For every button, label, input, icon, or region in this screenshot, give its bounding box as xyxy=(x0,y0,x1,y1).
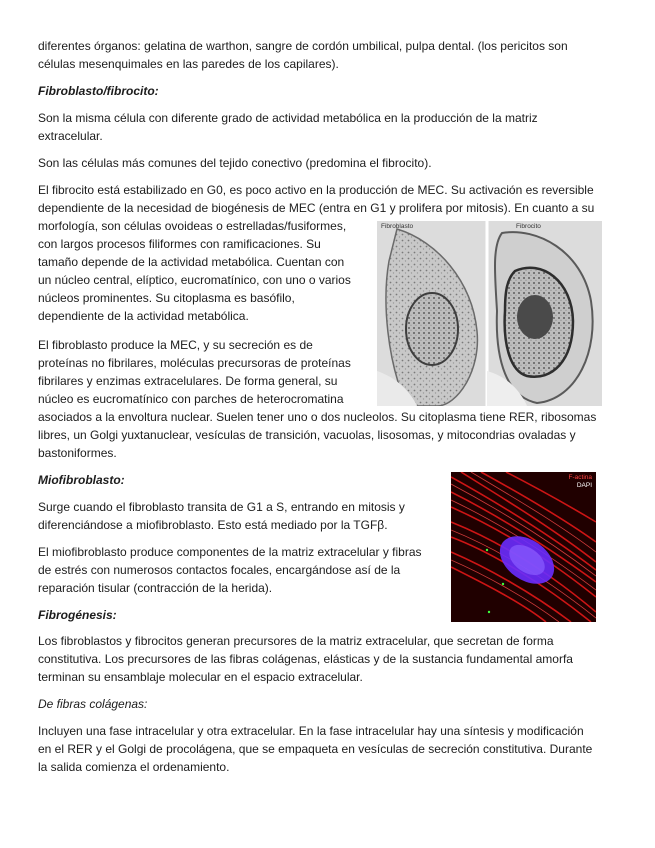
fluorescence-image xyxy=(451,472,596,622)
paragraph-fibrocito: El fibrocito está estabilizado en G0, es poco activo en la producción de MEC. Su activación es reversible dependiente de la necesidad de biogénesis de MEC (entra en G1 y prolifera por mitosis). En cuanto a su morfología, son células ovoideas o estrelladas/fusiformes, con largos procesos filiformes con ramificaciones. Su tamaño depende de la actividad metabólica. Cuentan con un núcleo central, elíptico, eucromatínico, con uno o varios núcleos prominentes. Su citoplasma es basófilo, dependiente de la actividad metabólica. xyxy=(38,183,595,323)
heading-fibrogenesis: Fibrogénesis: xyxy=(38,608,117,622)
paragraph-fibras-colagenas: Incluyen una fase intracelular y otra extracelular. En la fase intracelular hay una síntesis y modificación en el RER y el Golgi de procolágena, que se empaqueta en vesículas de secreción constitutiva. Durante la salida comienza el ordenamiento. xyxy=(38,724,593,774)
paragraph-intro-continued: diferentes órganos: gelatina de warthon, sangre de cordón umbilical, pulpa dental. (los pericitos son células mesenquimales en las paredes de los capilares). xyxy=(38,39,568,71)
myofibroblast-fluorescence-image xyxy=(451,472,596,622)
paragraph-fibroblasto-produce: El fibroblasto produce la MEC, y su secreción es de proteínas no fibrilares, moléculas precursoras de proteínas fibrilares y enzimas extracelulares. De forma general, su núcleo es eucromatínico con parches de heterocromatina asociados a la envoltura nuclear. Suelen tener uno o dos nucleolos. Su citoplasma tiene RER, ribosomas libres, un Golgi yuxtanuclear, vesículas de transición, vacuolas, lisosomas, y mitocondrias ovaladas y bastoniformes. xyxy=(38,338,597,460)
paragraph-most-common: Son las células más comunes del tejido conectivo (predomina el fibrocito). xyxy=(38,156,432,170)
fibroblast-fibrocyte-micrograph xyxy=(377,221,602,406)
subheading-fibras-colagenas: De fibras colágenas: xyxy=(38,697,148,711)
micrograph-image xyxy=(377,221,602,406)
heading-miofibroblasto: Miofibroblasto: xyxy=(38,473,125,487)
fluorescence-label-factina: F-actina xyxy=(568,474,592,481)
paragraph-fibrogenesis: Los fibroblastos y fibrocitos generan precursores de la matriz extracelular, que secretan de forma constitutiva. Los precursores de las fibras colágenas, elásticas y de la sustancia fundamental amorfa terminan su ensamblaje molecular en el espacio extracelular. xyxy=(38,634,573,684)
paragraph-miofibroblasto-produce: El miofibroblasto produce componentes de la matriz extracelular y fibras de estrés con numerosos contactos focales, encargándose así de la reparación tisular (contracción de la herida). xyxy=(38,545,422,595)
paragraph-surge: Surge cuando el fibroblasto transita de G1 a S, entrando en mitosis y diferenciándose a miofibroblasto. Esto está mediado por la TGFβ. xyxy=(38,500,405,532)
heading-fibroblasto: Fibroblasto/fibrocito: xyxy=(38,84,159,98)
micrograph-label-fibrocito: Fibrocito xyxy=(516,223,541,230)
micrograph-label-fibroblasto: Fibroblasto xyxy=(381,223,414,230)
fluorescence-label-dapi: DAPI xyxy=(576,482,592,489)
paragraph-same-cell: Son la misma célula con diferente grado de actividad metabólica en la producción de la matriz extracelular. xyxy=(38,111,538,143)
